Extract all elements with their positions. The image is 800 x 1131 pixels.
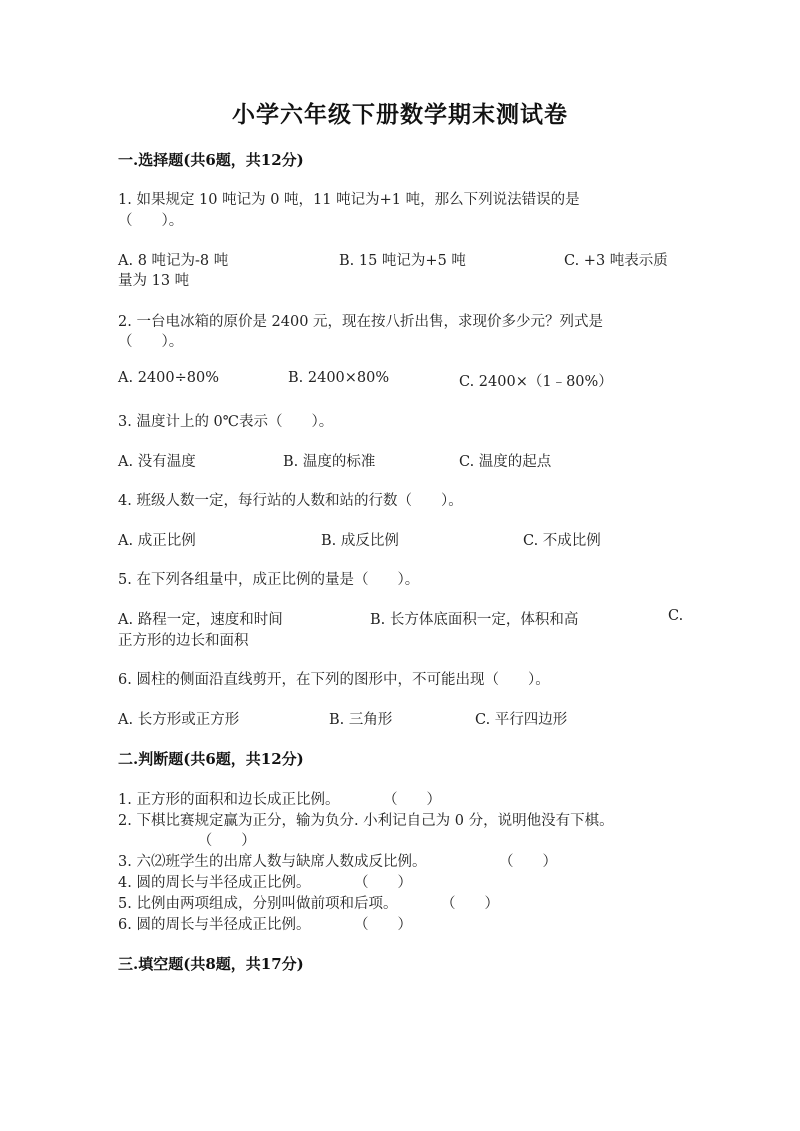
question-5-option-b: B. 长方体底面积一定，体积和高 [370,612,579,628]
question-1-option-b: B. 15 吨记为+5 吨 [339,253,466,269]
section-heading-fill-blank: 三.填空题(共8题，共17分) [118,955,304,973]
question-4-option-c: C. 不成比例 [523,533,601,549]
question-3-option-a: A. 没有温度 [118,454,196,470]
judgment-item: 5. 比例由两项组成，分别叫做前项和后项。 （ ） [118,896,499,912]
question-3-option-b: B. 温度的标准 [283,454,376,470]
question-4-option-a: A. 成正比例 [118,533,196,549]
question-6-text: 6. 圆柱的侧面沿直线剪开，在下列的图形中，不可能出现（ ）。 [118,672,550,688]
page-title: 小学六年级下册数学期末测试卷 [232,101,568,128]
question-6-option-c: C. 平行四边形 [475,712,568,728]
question-5-option-a: A. 路程一定，速度和时间 [118,612,283,628]
section-heading-judgment: 二.判断题(共6题，共12分) [118,750,304,768]
judgment-item: 3. 六⑵班学生的出席人数与缺席人数成反比例。 （ ） [118,854,557,870]
question-2-text: 2. 一台电冰箱的原价是 2400 元，现在按八折出售，求现价多少元？列式是 [118,314,604,330]
judgment-item: 1. 正方形的面积和边长成正比例。 （ ） [118,792,441,808]
question-5-option-c-continued: 正方形的边长和面积 [118,633,249,649]
judgment-item: 2. 下棋比赛规定赢为正分，输为负分. 小利记自己为 0 分，说明他没有下棋。 [118,813,614,829]
section-heading-choice: 一.选择题(共6题，共12分) [118,151,304,169]
question-4-text: 4. 班级人数一定，每行站的人数和站的行数（ ）。 [118,493,463,509]
question-1-blank: （ ）。 [118,213,184,229]
question-3-text: 3. 温度计上的 0℃表示（ ）。 [118,414,334,430]
question-6-option-a: A. 长方形或正方形 [118,712,240,728]
question-5-option-c: C. [668,608,684,624]
question-1-option-a: A. 8 吨记为-8 吨 [118,253,229,269]
judgment-item-blank: （ ） [118,833,256,849]
judgment-item: 4. 圆的周长与半径成正比例。 （ ） [118,875,412,891]
question-2-option-b: B. 2400×80% [288,370,390,386]
question-5-text: 5. 在下列各组量中，成正比例的量是（ ）。 [118,572,420,588]
question-4-option-b: B. 成反比例 [321,533,399,549]
question-3-option-c: C. 温度的起点 [459,454,552,470]
question-1-option-c-continued: 量为 13 吨 [118,273,190,289]
judgment-item: 6. 圆的周长与半径成正比例。 （ ） [118,917,412,933]
question-6-option-b: B. 三角形 [329,712,393,728]
question-1-option-c: C. +3 吨表示质 [564,253,668,269]
question-2-blank: （ ）。 [118,334,184,350]
question-2-option-a: A. 2400÷80% [118,370,219,386]
question-2-option-c: C. 2400×（1﹣80%） [459,374,613,390]
question-1-text: 1. 如果规定 10 吨记为 0 吨，11 吨记为+1 吨，那么下列说法错误的是 [118,192,580,208]
